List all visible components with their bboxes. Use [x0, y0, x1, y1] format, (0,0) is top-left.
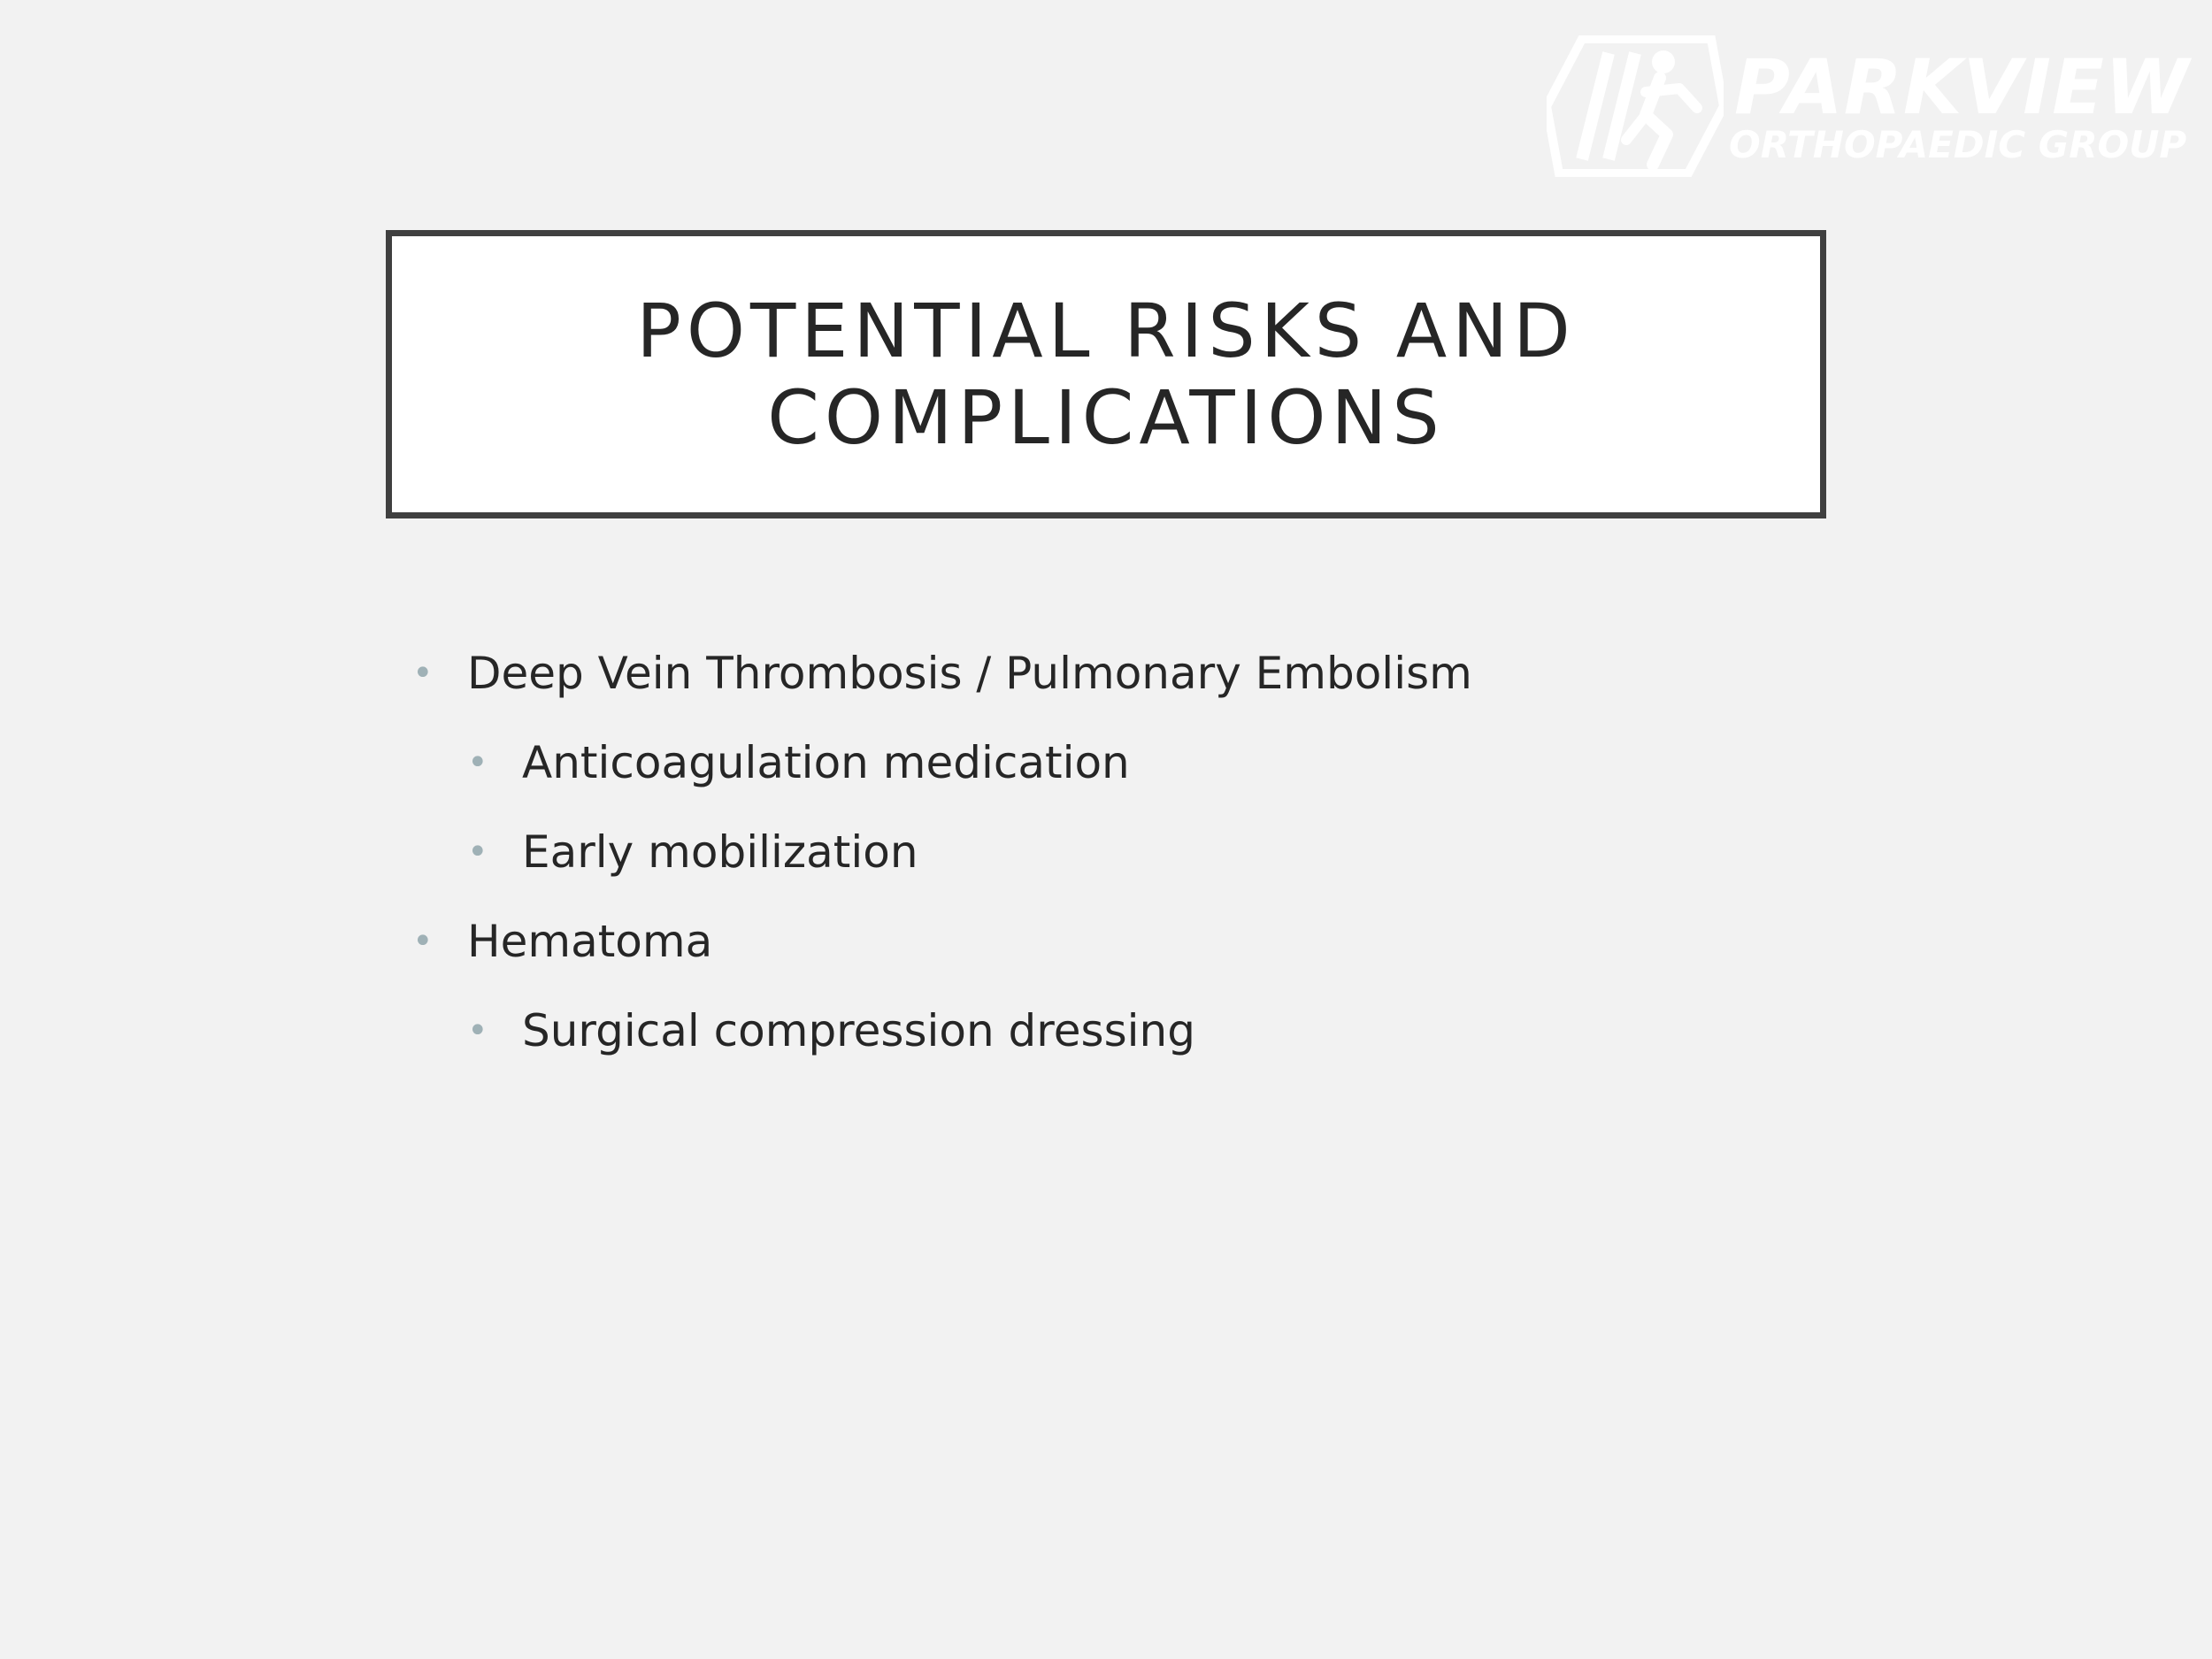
- bullet-dot-icon: •: [467, 742, 488, 783]
- slide-title: POTENTIAL RISKS AND COMPLICATIONS: [636, 288, 1576, 461]
- title-box: [386, 230, 1826, 518]
- bullet-dot-icon: •: [467, 1010, 488, 1051]
- sub-bullet-item: [407, 735, 1823, 825]
- bullet-text: Deep Vein Thrombosis / Pulmonary Embolism: [467, 648, 1472, 699]
- bullet-dot-icon: •: [467, 832, 488, 872]
- bullet-list: [407, 646, 1823, 1093]
- bullet-text: Early mobilization: [522, 826, 918, 878]
- bullet-text: Hematoma: [467, 916, 713, 967]
- logo-subtitle: ORTHOPAEDIC GROUP: [1729, 123, 2187, 166]
- bullet-dot-icon: •: [412, 921, 434, 962]
- bullet-dot-icon: •: [412, 653, 434, 694]
- bullet-text: Anticoagulation medication: [522, 737, 1130, 788]
- bullet-item: [407, 646, 1823, 735]
- logo-name: PARKVIEW: [1734, 43, 2190, 132]
- bullet-text: Surgical compression dressing: [522, 1005, 1195, 1056]
- parkview-logo: [1547, 35, 2190, 177]
- sub-bullet-item: [407, 1003, 1823, 1093]
- bullet-item: [407, 914, 1823, 1003]
- sub-bullet-item: [407, 825, 1823, 914]
- runner-hexagon-icon: [1547, 35, 1724, 177]
